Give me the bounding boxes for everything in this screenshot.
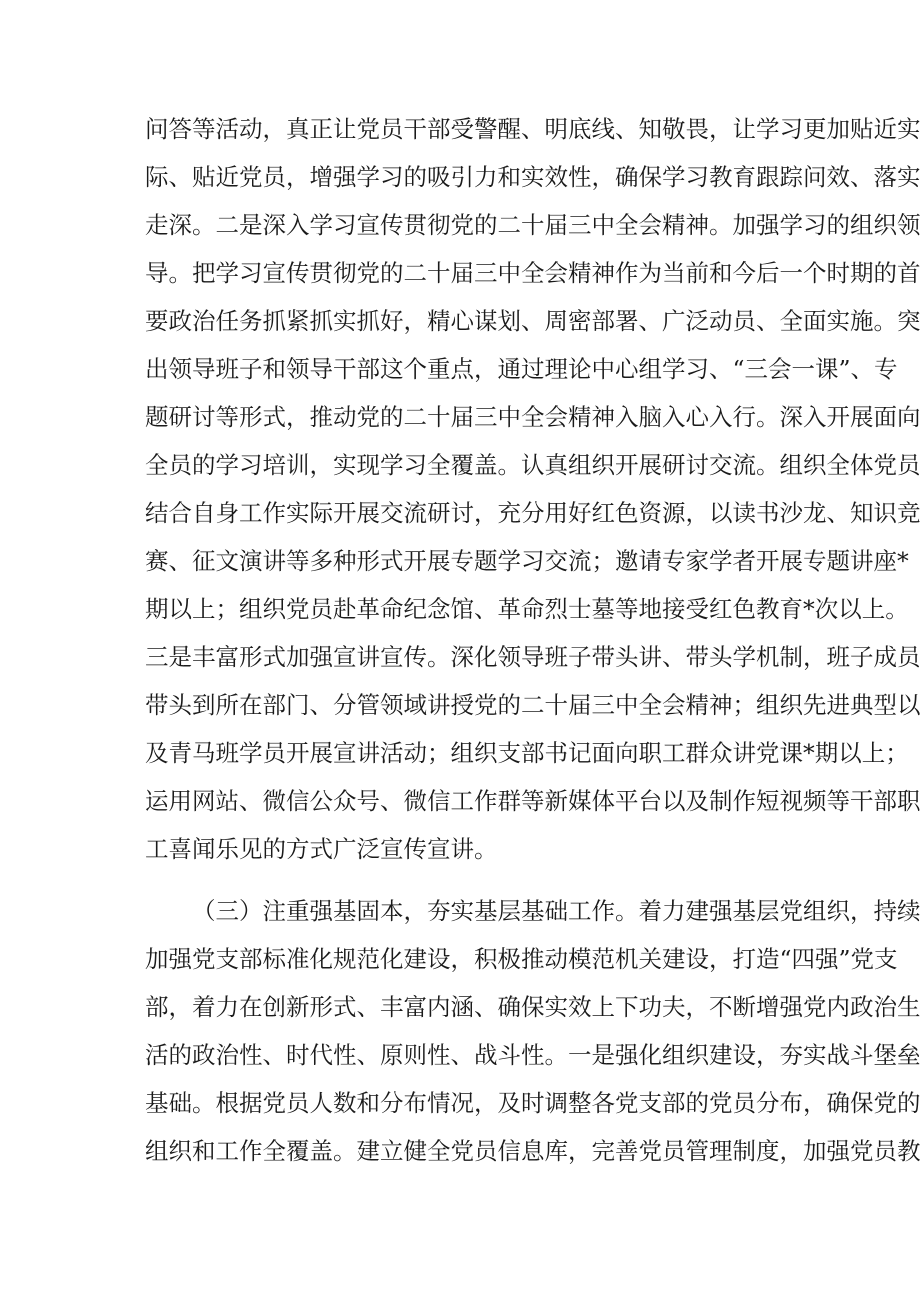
text-line: 全员的学习培训，实现学习全覆盖。认真组织开展研讨交流。组织全体党员	[145, 451, 920, 479]
text-line: 组织和工作全覆盖。建立健全党员信息库，完善党员管理制度，加强党员教	[145, 1137, 920, 1165]
text-line: 出领导班子和领导干部这个重点，通过理论中心组学习、“三会一课”、专	[145, 355, 898, 383]
text-line: 赛、征文演讲等多种形式开展专题学习交流；邀请专家学者开展专题讲座*	[145, 547, 909, 575]
text-line: 问答等活动，真正让党员干部受警醒、明底线、知敬畏，让学习更加贴近实	[145, 115, 920, 143]
text-line: 部，着力在创新形式、丰富内涵、确保实效上下功夫，不断增强党内政治生	[145, 993, 920, 1021]
text-line: 带头到所在部门、分管领域讲授党的二十届三中全会精神；组织先进典型以	[145, 691, 920, 719]
text-line: 走深。二是深入学习宣传贯彻党的二十届三中全会精神。加强学习的组织领	[145, 211, 920, 239]
section-heading-line: （三）注重强基固本，夯实基层基础工作。着力建强基层党组织，持续	[192, 897, 920, 925]
text-line: 结合自身工作实际开展交流研讨，充分用好红色资源，以读书沙龙、知识竞	[145, 499, 920, 527]
text-line: 导。把学习宣传贯彻党的二十届三中全会精神作为当前和今后一个时期的首	[145, 259, 920, 287]
text-line: 加强党支部标准化规范化建设，积极推动模范机关建设，打造“四强”党支	[145, 945, 898, 973]
text-line: 活的政治性、时代性、原则性、战斗性。一是强化组织建设，夯实战斗堡垒	[145, 1041, 920, 1069]
text-line: 基础。根据党员人数和分布情况，及时调整各党支部的党员分布，确保党的	[145, 1089, 920, 1117]
text-line: 运用网站、微信公众号、微信工作群等新媒体平台以及制作短视频等干部职	[145, 787, 920, 815]
text-line: 要政治任务抓紧抓实抓好，精心谋划、周密部署、广泛动员、全面实施。突	[145, 307, 920, 335]
text-line-paragraph-end: 工喜闻乐见的方式广泛宣传宣讲。	[145, 835, 498, 863]
text-line: 题研讨等形式，推动党的二十届三中全会精神入脑入心入行。深入开展面向	[145, 403, 920, 431]
text-line: 及青马班学员开展宣讲活动；组织支部书记面向职工群众讲党课*期以上；	[145, 739, 909, 767]
text-line: 际、贴近党员，增强学习的吸引力和实效性，确保学习教育跟踪问效、落实	[145, 163, 920, 191]
text-line: 三是丰富形式加强宣讲宣传。深化领导班子带头讲、带头学机制，班子成员	[145, 643, 920, 671]
text-line: 期以上；组织党员赴革命纪念馆、革命烈士墓等地接受红色教育*次以上。	[145, 595, 909, 623]
